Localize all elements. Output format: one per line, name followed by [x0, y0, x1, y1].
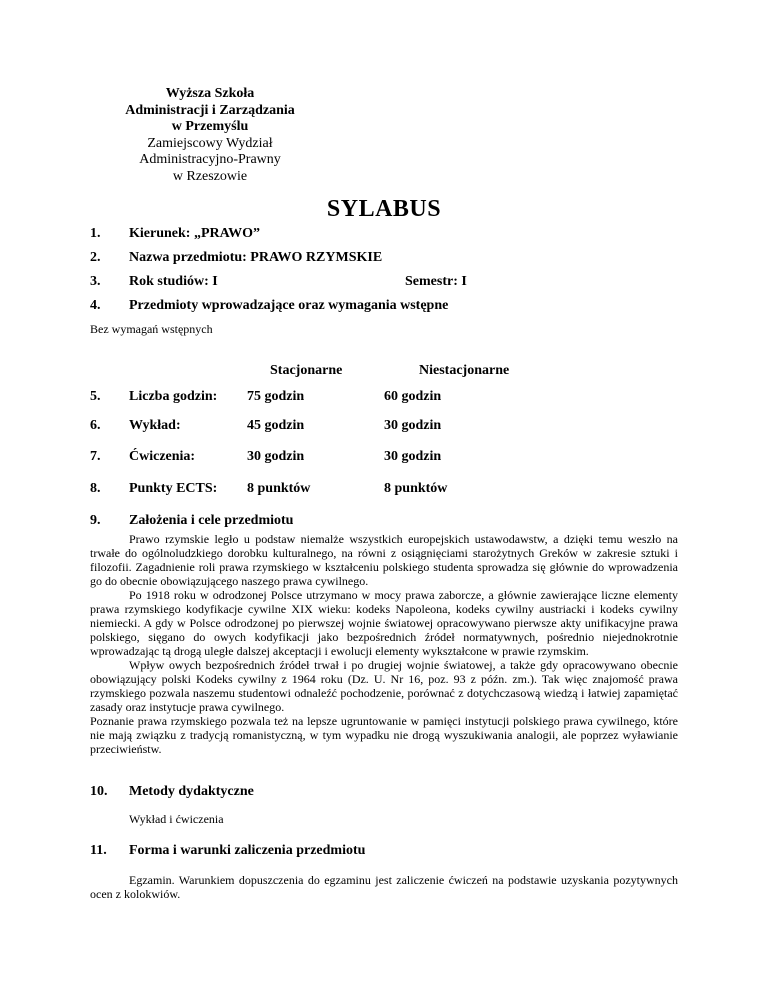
section-9-title: Założenia i cele przedmiotu [129, 513, 294, 528]
row-5-stacjonarne: 75 godzin [247, 389, 305, 404]
section-9-number: 9. [90, 513, 101, 528]
section-11-body: Egzamin. Warunkiem dopuszczenia do egzaminu jest zaliczenie ćwiczeń na podstawie uzyskania pozytywnych ocen z kolokwiów. [90, 873, 678, 901]
item-2-text: Nazwa przedmiotu: PRAWO RZYMSKIE [129, 250, 383, 265]
section-10-number: 10. [90, 784, 108, 799]
item-3-text: Rok studiów: I [129, 274, 218, 289]
row-6-stacjonarne: 45 godzin [247, 418, 305, 433]
row-8-stacjonarne: 8 punktów [247, 481, 311, 496]
header-line-5: Administracyjno-Prawny [139, 152, 281, 167]
section-9-paragraph-4: Poznanie prawa rzymskiego pozwala też na lepsze ugruntowanie w pamięci instytucji polskiego prawa cywilnego, które nie mają związku z tradycją romanistyczną, w tym wypadku nie drogą wyszukiwania analogii, ale poprzez wyławianie przeciwieństw. [90, 714, 678, 756]
item-3-semester: Semestr: I [405, 274, 467, 289]
item-4-number: 4. [90, 298, 101, 313]
row-5-label: Liczba godzin: [129, 389, 218, 404]
section-11-body-wrap [90, 873, 678, 901]
row-7-number: 7. [90, 449, 101, 464]
section-11-number: 11. [90, 843, 107, 858]
document-title: SYLABUS [326, 196, 442, 222]
section-9-body [90, 532, 678, 756]
row-6-niestacjonarne: 30 godzin [384, 418, 442, 433]
row-6-number: 6. [90, 418, 101, 433]
section-9-paragraph-3: Wpływ owych bezpośrednich źródeł trwał i po drugiej wojnie światowej, a także gdy opracowywano obecnie obowiązujący polski Kodeks cywilny z 1964 roku (Dz. U. Nr 16, poz. 93 z późn. zm.). Tak więc znajomość prawa rzymskiego pozwala naszemu studentowi odnaleźć pochodzenie, porównać z dotychczasową wiedzą i łatwiej zapamiętać zasady oraz instytucje prawa cywilnego. [90, 658, 678, 714]
section-9-paragraph-2: Po 1918 roku w odrodzonej Polsce utrzymano w mocy prawa zaborcze, a głównie zawierające liczne elementy prawa rzymskiego kodyfikacje cywilne XIX wieku: kodeks Napoleona, kodeks cywilny austriacki i kodeks cywilny niemiecki. A gdy w Polsce odrodzonej po pierwszej wojnie światowej opracowywano pierwsze akty unifikacyjne prawa polskiego, sięgano do owych kodyfikacji jako bezpośrednich źródeł normatywnych, pośrednio niejednokrotnie wprowadzając tą drogą uległe dalszej akceptacji i ewolucji elementy wykształcone w prawie rzymskim. [90, 588, 678, 658]
row-6-label: Wykład: [129, 418, 181, 433]
row-8-niestacjonarne: 8 punktów [384, 481, 448, 496]
column-header-niestacjonarne: Niestacjonarne [419, 363, 510, 378]
section-9-paragraph-1: Prawo rzymskie legło u podstaw niemalże wszystkich europejskich ustawodawstw, a dzięki temu weszło na trwałe do ogólnoludzkiego dorobku kulturalnego, na równi z osiągnięciami starożytnych Greków w zakresie sztuki i filozofii. Zagadnienie roli prawa rzymskiego w kształceniu polskiego studenta sprowadza się głównie do wprowadzenia go do obecnie obowiązującego naszego prawa cywilnego. [90, 532, 678, 588]
header-line-2: Administracji i Zarządzania [125, 102, 295, 118]
header-line-3: w Przemyślu [171, 119, 249, 134]
row-7-stacjonarne: 30 godzin [247, 449, 305, 464]
row-8-number: 8. [90, 481, 101, 496]
item-3-number: 3. [90, 274, 101, 289]
row-7-niestacjonarne: 30 godzin [384, 449, 442, 464]
item-4-body: Bez wymagań wstępnych [90, 322, 213, 336]
header-line-6: w Rzeszowie [172, 168, 248, 184]
section-10-body: Wykład i ćwiczenia [129, 812, 224, 826]
institution-header [90, 86, 330, 185]
item-1-text: Kierunek: „PRAWO” [129, 226, 261, 241]
header-line-1: Wyższa Szkoła [165, 86, 255, 101]
row-8-label: Punkty ECTS: [129, 481, 218, 496]
row-7-label: Ćwiczenia: [129, 449, 196, 464]
section-10-title: Metody dydaktyczne [129, 784, 254, 799]
item-1-number: 1. [90, 226, 101, 241]
section-11-title: Forma i warunki zaliczenia przedmiotu [129, 843, 366, 858]
item-4-text: Przedmioty wprowadzające oraz wymagania wstępne [129, 298, 449, 313]
column-header-stacjonarne: Stacjonarne [270, 363, 343, 378]
row-5-number: 5. [90, 389, 101, 404]
header-line-4: Zamiejscowy Wydział [147, 135, 273, 151]
item-2-number: 2. [90, 250, 101, 265]
row-5-niestacjonarne: 60 godzin [384, 389, 442, 404]
